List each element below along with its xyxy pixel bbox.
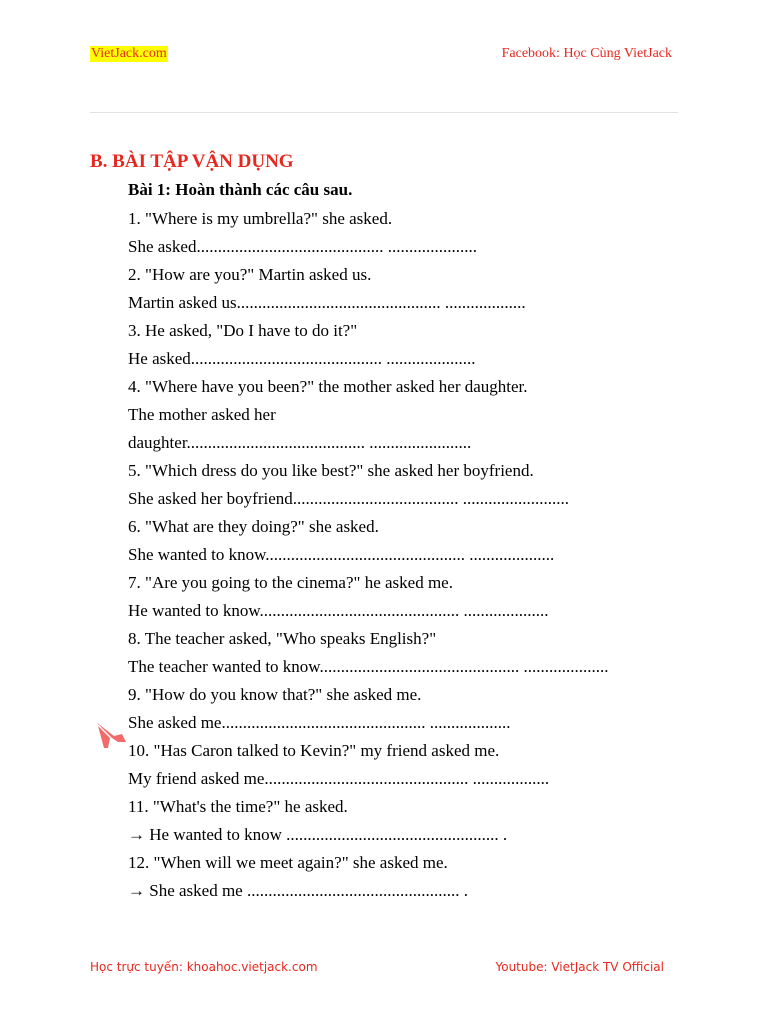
answer-line: She asked me................................................ ................... (128, 713, 511, 732)
answer-line: She asked............................................ ..................... (128, 237, 477, 256)
section-title: B. BÀI TẬP VẬN DỤNG (90, 151, 294, 172)
answer-line: → He wanted to know .................................................. . (128, 825, 508, 844)
header-divider (90, 112, 678, 113)
exercise-line: 4. "Where have you been?" the mother asked her daughter. (128, 377, 528, 396)
exercise-line: 5. "Which dress do you like best?" she asked her boyfriend. (128, 461, 534, 480)
exercise-title: Bài 1: Hoàn thành các câu sau. (128, 180, 353, 199)
answer-line: Martin asked us................................................ ................... (128, 293, 526, 312)
footer-online-learning: Học trực tuyến: khoahoc.vietjack.com (90, 960, 318, 974)
exercise-line: 8. The teacher asked, "Who speaks English?" (128, 629, 437, 648)
exercise-line: 2. "How are you?" Martin asked us. (128, 265, 372, 284)
answer-line: The mother asked her (128, 405, 276, 424)
exercise-line: 11. "What's the time?" he asked. (128, 797, 348, 816)
answer-line: The teacher wanted to know............................................... .................... (128, 657, 609, 676)
exercise-lines (128, 205, 728, 905)
exercise-line: 12. "When will we meet again?" she asked me. (128, 853, 448, 872)
answer-line: She asked her boyfriend....................................... ......................... (128, 489, 570, 508)
exercise-line: 9. "How do you know that?" she asked me. (128, 685, 422, 704)
answer-line: He wanted to know............................................... .................... (128, 601, 549, 620)
exercise-line: 1. "Where is my umbrella?" she asked. (128, 209, 393, 228)
exercise-line: 6. "What are they doing?" she asked. (128, 517, 379, 536)
site-name-header: VietJack.com (91, 46, 167, 61)
pen-annotation-icon (92, 712, 132, 752)
footer-youtube: Youtube: VietJack TV Official (495, 960, 664, 974)
exercise-line: 3. He asked, "Do I have to do it?" (128, 321, 358, 340)
answer-line: daughter.......................................... ........................ (128, 433, 472, 452)
answer-line: He asked............................................. ..................... (128, 349, 476, 368)
answer-line: She wanted to know............................................... .................... (128, 545, 555, 564)
exercise-line: 10. "Has Caron talked to Kevin?" my friend asked me. (128, 741, 500, 760)
answer-line: → She asked me .................................................. . (128, 881, 468, 900)
answer-line: My friend asked me................................................ .................. (128, 769, 550, 788)
exercise-line: 7. "Are you going to the cinema?" he asked me. (128, 573, 453, 592)
facebook-header: Facebook: Học Cùng VietJack (501, 46, 672, 61)
